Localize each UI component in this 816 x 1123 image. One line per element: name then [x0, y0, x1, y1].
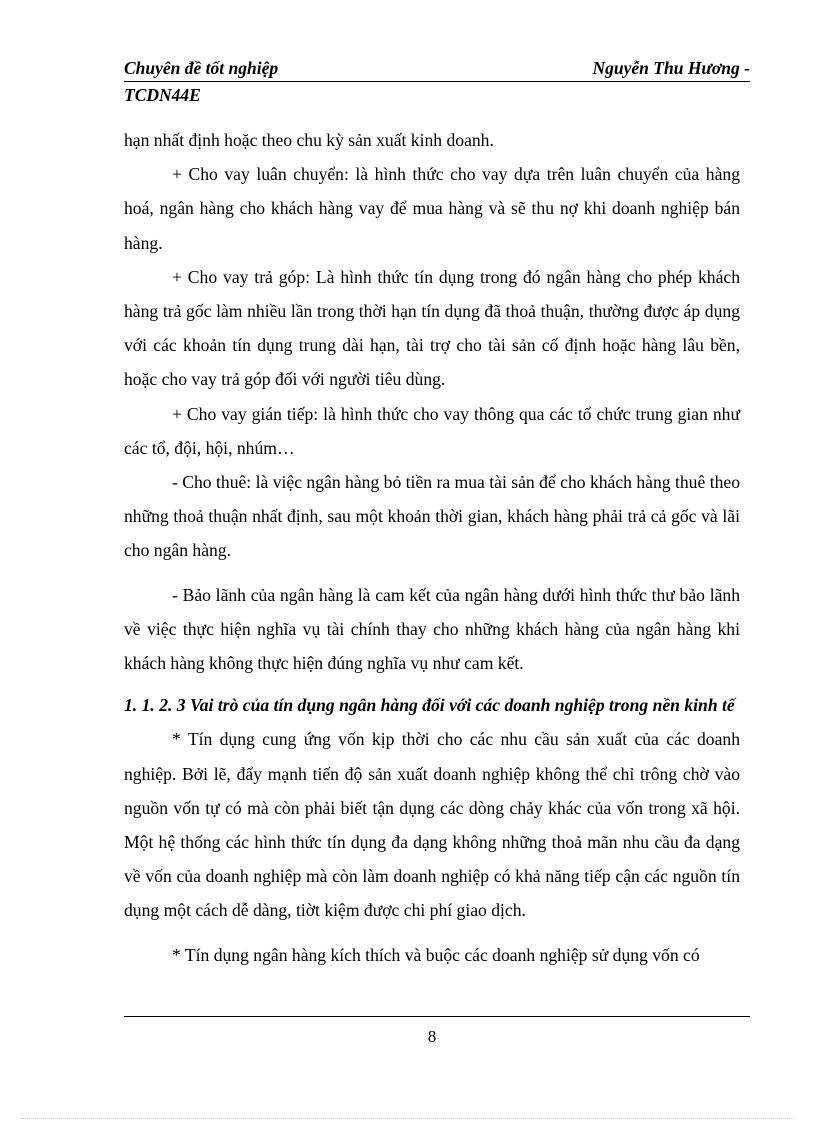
page-bottom-edge: [22, 1118, 794, 1119]
paragraph-role-2: * Tín dụng ngân hàng kích thích và buộc các doanh nghiệp sử dụng vốn có: [172, 944, 700, 965]
paragraph-indirect-loan: + Cho vay gián tiếp: là hình thức cho vay thông qua các tổ chức trung gian như các tổ, đội, hội, nhúm…: [124, 403, 740, 458]
header-author: Nguyễn Thu Hương -: [592, 58, 750, 78]
header-rule: [124, 81, 750, 82]
header-class-code: TCDN44E: [124, 85, 201, 105]
paragraph-continuation: hạn nhất định hoặc theo chu kỳ sản xuất kinh doanh.: [124, 130, 494, 150]
paragraph-role-1: * Tín dụng cung ứng vốn kịp thời cho các nhu cầu sản xuất của các doanh nghiệp. Bởi lẽ, đẩy mạnh tiến độ sản xuất doanh nghiệp không thể chỉ trông chờ vào nguồn vốn tự có mà còn phải biết tận dụng các dòng chảy khác của vốn trong xã hội. Một hệ thống các hình thức tín dụng đa dạng không những thoả mãn nhu cầu đa dạng về vốn của doanh nghiệp mà còn làm doanh nghiệp có khả năng tiếp cận các nguồn tín dụng một cách dễ dàng, tiờt kiệm được chi phí giao dịch.: [124, 729, 740, 921]
paragraph-rotating-loan: + Cho vay luân chuyển: là hình thức cho vay dựa trên luân chuyển của hàng hoá, ngân hàng cho khách hàng vay để mua hàng và sẽ thu nợ khi doanh nghiệp bán hàng.: [124, 164, 740, 253]
page-number: 8: [427, 1027, 437, 1046]
paragraph-leasing: - Cho thuê: là việc ngân hàng bỏ tiền ra mua tài sản để cho khách hàng thuê theo những thoả thuận nhất định, sau một khoản thời gian, khách hàng phải trả cả gốc và lãi cho ngân hàng.: [124, 472, 740, 561]
paragraph-guarantee: - Bảo lãnh của ngân hàng là cam kết của ngân hàng dưới hình thức thư bảo lãnh về việc thực hiện nghĩa vụ tài chính thay cho những khách hàng của ngân hàng khi khách hàng không thực hiện đúng nghĩa vụ như cam kết.: [124, 584, 740, 674]
footer-rule: [124, 1016, 750, 1017]
header-row: [124, 56, 750, 80]
section-heading: 1. 1. 2. 3 Vai trò của tín dụng ngân hàng đối với các doanh nghiệp trong nền kinh tế: [124, 695, 735, 716]
page-body: [124, 123, 740, 972]
paragraph-installment-loan: + Cho vay trả góp: Là hình thức tín dụng trong đó ngân hàng cho phép khách hàng trả gốc làm nhiều lần trong thời hạn tín dụng đã thoả thuận, thường được áp dụng với các khoản tín dụng trung dài hạn, tài trợ cho tài sản cố định hoặc hàng lâu bền, hoặc cho vay trả góp đối với người tiêu dùng.: [124, 266, 740, 390]
header-title: Chuyên đề tốt nghiệp: [124, 58, 279, 78]
